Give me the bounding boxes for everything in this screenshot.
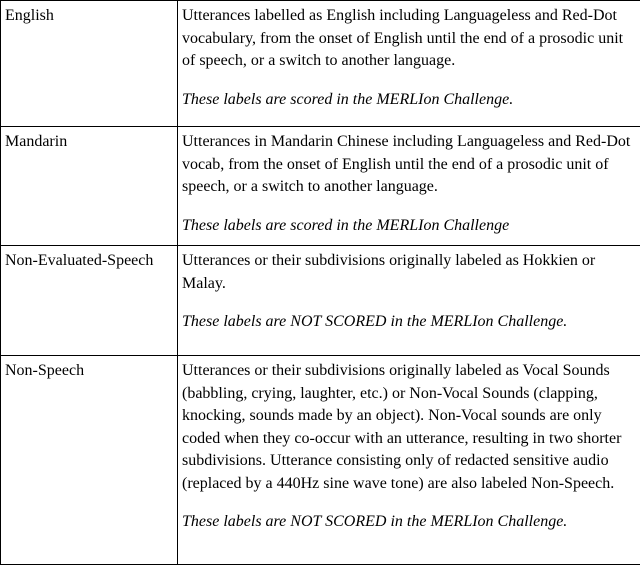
- scoring-note: These labels are scored in the MERLIon Challenge.: [182, 90, 514, 108]
- label-cell: Mandarin: [1, 127, 178, 246]
- label-cell: English: [1, 1, 178, 127]
- description-cell: [178, 246, 640, 356]
- description-text: Utterances or their subdivisions originally labeled as Vocal Sounds (babbling, crying, laughter, etc.) or Non-Vocal Sounds (clapping, knocking, sounds made by an object). Non-Vocal sounds are only coded when they co-occur with an utterance, resulting in two shorter subdivisions. Utterance consisting only of redacted sensitive audio (replaced by a 440Hz sine wave tone) are also labeled Non-Speech.: [182, 362, 622, 492]
- table-row: [1, 127, 640, 246]
- scoring-note: These labels are NOT SCORED in the MERLIon Challenge.: [182, 313, 568, 330]
- description-text: Utterances in Mandarin Chinese including Languageless and Red-Dot vocab, from the onset of English until the end of a prosodic unit of speech, or a switch to another language.: [182, 133, 631, 195]
- label-cell: Non-Evaluated-Speech: [1, 246, 178, 356]
- label-cell: Non-Speech: [1, 356, 178, 565]
- description-text: Utterances or their subdivisions originally labeled as Hokkien or Malay.: [182, 252, 596, 292]
- description-cell: [178, 127, 640, 246]
- table-row: [1, 356, 640, 565]
- table-row: [1, 246, 640, 356]
- scoring-note: These labels are NOT SCORED in the MERLIon Challenge.: [182, 513, 568, 530]
- table-row: [1, 1, 640, 127]
- description-text: Utterances labelled as English including Languageless and Red-Dot vocabulary, from the onset of English until the end of a prosodic unit of speech, or a switch to another language.: [182, 7, 624, 69]
- scoring-note: These labels are scored in the MERLIon Challenge: [182, 216, 510, 234]
- description-cell: [178, 1, 640, 127]
- description-cell: [178, 356, 640, 565]
